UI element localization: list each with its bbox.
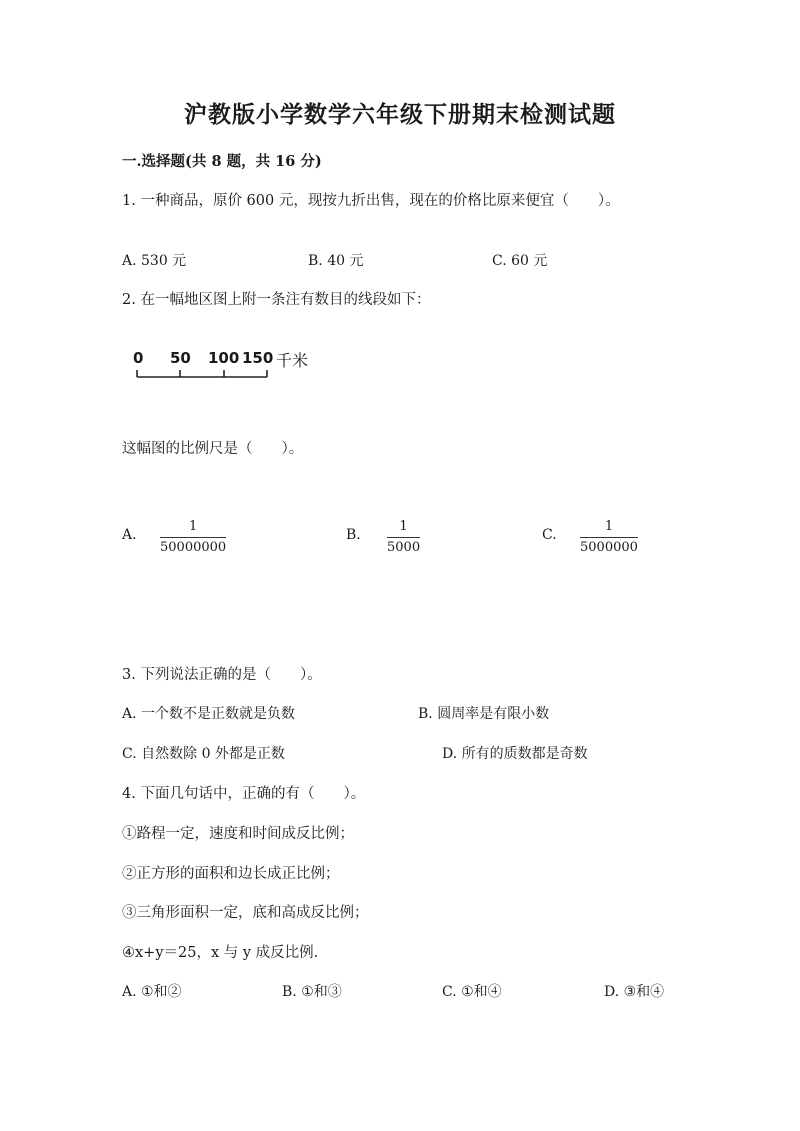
scale-tick-label: 150 [242, 349, 274, 367]
q4-statement: ④x+y＝25，x 与 y 成反比例. [122, 945, 319, 961]
scale-line [135, 370, 275, 384]
scale-tick-label: 50 [170, 349, 191, 367]
q4-option-d[interactable]: D. ③和④ [604, 984, 665, 1000]
question-4-text: 4. 下面几句话中，正确的有（ ）。 [122, 786, 366, 802]
fraction-denominator: 5000 [387, 539, 421, 555]
q4-option-c[interactable]: C. ①和④ [442, 984, 502, 1000]
q2-option-c-fraction [580, 519, 638, 555]
q3-option-a[interactable]: A. 一个数不是正数就是负数 [122, 706, 296, 722]
fraction-numerator: 1 [604, 519, 614, 534]
question-1-text: 1. 一种商品，原价 600 元，现按九折出售，现在的价格比原来便宜（ ）。 [122, 193, 620, 209]
q2-option-b-label[interactable]: B. [346, 527, 361, 543]
q4-option-a[interactable]: A. ①和② [122, 984, 182, 1000]
q1-option-a[interactable]: A. 530 元 [122, 253, 187, 269]
q2-option-b-fraction [387, 519, 420, 555]
fraction-numerator: 1 [399, 519, 408, 534]
scale-tick-label: 0 [133, 349, 144, 367]
q1-option-b[interactable]: B. 40 元 [308, 253, 364, 269]
page-title: 沪教版小学数学六年级下册期末检测试题 [184, 101, 616, 128]
q4-option-b[interactable]: B. ①和③ [282, 984, 342, 1000]
scale-tick-label: 100 [208, 349, 240, 367]
q2-option-a-fraction [160, 519, 226, 555]
scale-unit: 千米 [276, 351, 309, 370]
q2-option-a-label[interactable]: A. [122, 527, 137, 543]
fraction-denominator: 5000000 [580, 539, 638, 555]
q4-statement: ③三角形面积一定，底和高成反比例； [122, 905, 369, 921]
fraction-denominator: 50000000 [160, 539, 227, 555]
q4-statement: ①路程一定，速度和时间成反比例； [122, 826, 354, 842]
q3-option-b[interactable]: B. 圆周率是有限小数 [418, 706, 550, 722]
fraction-numerator: 1 [188, 519, 198, 534]
section-heading: 一.选择题(共 8 题，共 16 分) [122, 153, 322, 170]
q4-statement: ②正方形的面积和边长成正比例； [122, 866, 340, 882]
question-2-prompt: 这幅图的比例尺是（ ）。 [122, 441, 304, 457]
q2-option-c-label[interactable]: C. [542, 527, 557, 543]
question-3-text: 3. 下列说法正确的是（ ）。 [122, 667, 322, 683]
q3-option-d[interactable]: D. 所有的质数都是奇数 [442, 746, 588, 762]
question-2-text: 2. 在一幅地区图上附一条注有数目的线段如下： [122, 292, 431, 308]
q3-option-c[interactable]: C. 自然数除 0 外都是正数 [122, 746, 285, 762]
q1-option-c[interactable]: C. 60 元 [492, 253, 548, 269]
